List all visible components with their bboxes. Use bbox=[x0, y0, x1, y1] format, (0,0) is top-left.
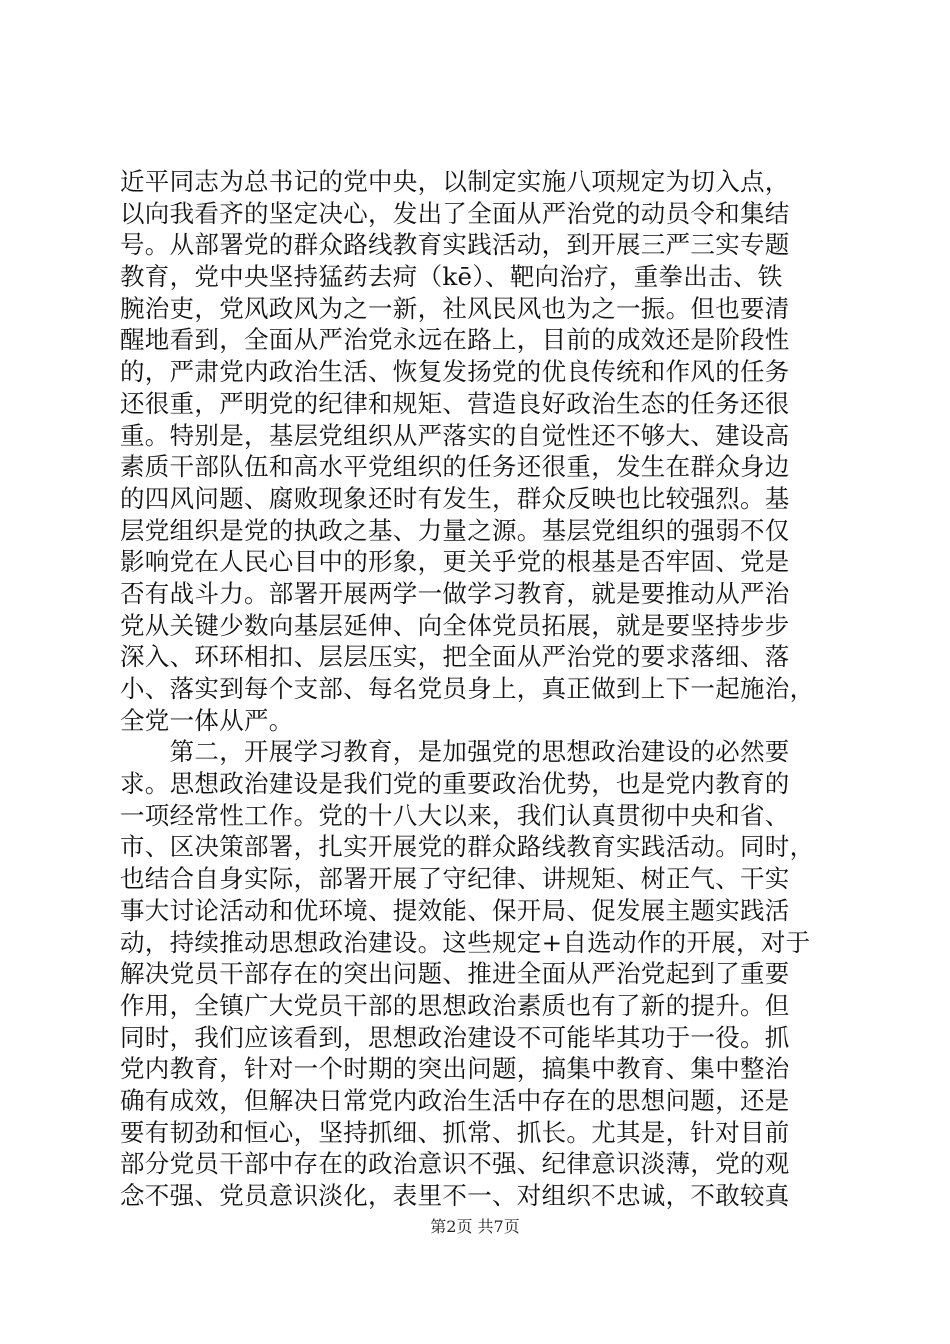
text-line: 以向我看齐的坚定决心，发出了全面从严治党的动员令和集结 bbox=[120, 198, 790, 228]
text-line: 深入、环环相扣、层层压实，把全面从严治党的要求落细、落 bbox=[120, 642, 790, 672]
text-line: 要有韧劲和恒心，坚持抓细、抓常、抓长。尤其是，针对目前 bbox=[120, 1117, 790, 1147]
text-line: 还很重，严明党的纪律和规矩、营造良好政治生态的任务还很 bbox=[120, 388, 790, 418]
page-number-footer: 第2页 共7页 bbox=[430, 1217, 520, 1236]
text-line: 部分党员干部中存在的政治意识不强、纪律意识淡薄，党的观 bbox=[120, 1149, 790, 1179]
text-line: 党从关键少数向基层延伸、向全体党员拓展，就是要坚持步步 bbox=[120, 610, 790, 640]
text-line: 近平同志为总书记的党中央，以制定实施八项规定为切入点， bbox=[120, 167, 790, 196]
text-line: 的四风问题、腐败现象还时有发生，群众反映也比较强烈。基 bbox=[120, 483, 790, 513]
text-line: 动，持续推动思想政治建设。这些规定+自选动作的开展，对于 bbox=[120, 927, 811, 957]
text-line: 小、落实到每个支部、每名党员身上，真正做到上下一起施治， bbox=[120, 674, 815, 703]
text-line: 重。特别是，基层党组织从严落实的自觉性还不够大、建设高 bbox=[120, 420, 790, 450]
text-line: 影响党在人民心目中的形象，更关乎党的根基是否牢固、党是 bbox=[120, 547, 790, 577]
text-line: 求。思想政治建设是我们党的重要政治优势，也是党内教育的 bbox=[120, 769, 790, 799]
text-line: 党内教育，针对一个时期的突出问题，搞集中教育、集中整治 bbox=[120, 1054, 790, 1084]
text-line: 素质干部队伍和高水平党组织的任务还很重，发生在群众身边 bbox=[120, 452, 790, 482]
text-line: 否有战斗力。部署开展两学一做学习教育，就是要推动从严治 bbox=[120, 578, 790, 608]
text-line: 事大讨论活动和优环境、提效能、保开局、促发展主题实践活 bbox=[120, 895, 790, 925]
text-line: 市、区决策部署，扎实开展党的群众路线教育实践活动。同时， bbox=[120, 832, 815, 862]
paragraph-start-line: 第二，开展学习教育，是加强党的思想政治建设的必然要 bbox=[120, 737, 790, 767]
text-line: 解决党员干部存在的突出问题、推进全面从严治党起到了重要 bbox=[120, 959, 790, 989]
text-line: 念不强、党员意识淡化，表里不一、对组织不忠诚，不敢较真 bbox=[120, 1181, 790, 1210]
text-line: 醒地看到，全面从严治党永远在路上，目前的成效还是阶段性 bbox=[120, 325, 790, 355]
text-line: 同时，我们应该看到，思想政治建设不可能毕其功于一役。抓 bbox=[120, 1022, 790, 1052]
text-line: 确有成效，但解决日常党内政治生活中存在的思想问题，还是 bbox=[120, 1085, 790, 1115]
text-line: 也结合自身实际，部署开展了守纪律、讲规矩、树正气、干实 bbox=[120, 864, 790, 894]
text-line: 的，严肃党内政治生活、恢复发扬党的优良传统和作风的任务 bbox=[120, 357, 790, 387]
text-line: 号。从部署党的群众路线教育实践活动，到开展三严三实专题 bbox=[120, 230, 790, 260]
text-line: 一项经常性工作。党的十八大以来，我们认真贯彻中央和省、 bbox=[120, 800, 790, 830]
text-line: 教育，党中央坚持猛药去疴（kē）、靶向治疗，重拳出击、铁 bbox=[120, 262, 783, 292]
text-line: 作用，全镇广大党员干部的思想政治素质也有了新的提升。但 bbox=[120, 990, 790, 1020]
text-line: 全党一体从严。 bbox=[120, 705, 294, 735]
text-line: 腕治吏，党风政风为之一新，社风民风也为之一振。但也要清 bbox=[120, 293, 790, 323]
text-line: 层党组织是党的执政之基、力量之源。基层党组织的强弱不仅 bbox=[120, 515, 790, 545]
